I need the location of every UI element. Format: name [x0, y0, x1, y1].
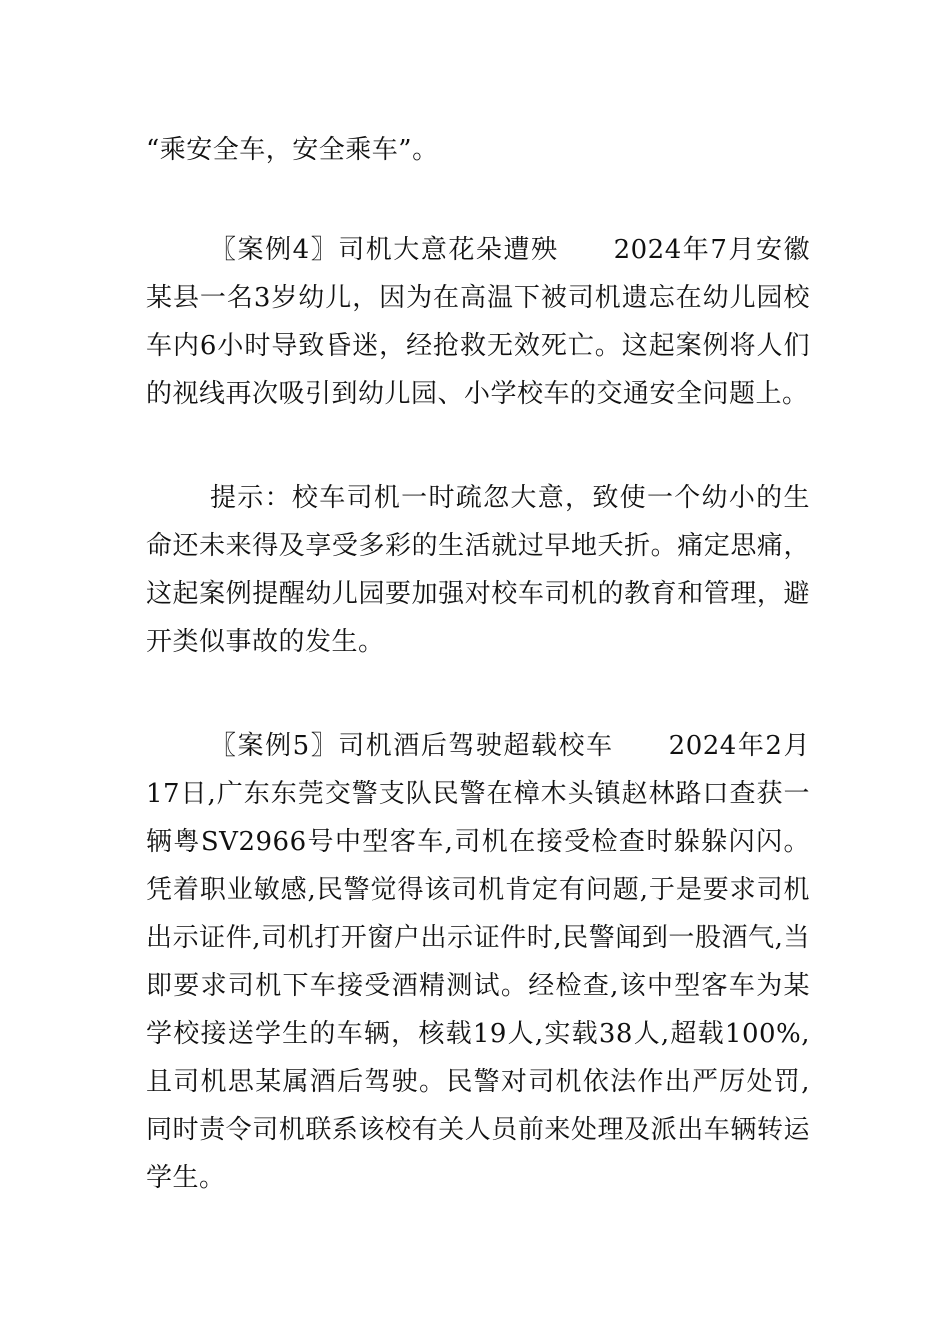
paragraph-case-5: 〖案例5〗司机酒后驾驶超载校车 2024年2月17日,广东东莞交警支队民警在樟木头镇赵林路口查获一辆粤SV2966号中型客车,司机在接受检查时躲躲闪闪。凭着职业敏感,民警觉得该司机肯定有问题,于是要求司机出示证件,司机打开窗户出示证件时,民警闻到一股酒气,当即要求司机下车接受酒精测试。经检查,该中型客车为某学校接送学生的车辆，核载19人,实载38人,超载100%,且司机思某属酒后驾驶。民警对司机依法作出严厉处罚,同时责令司机联系该校有关人员前来处理及派出车辆转运学生。: [146, 731, 810, 1193]
paragraph-case-4: 〖案例4〗司机大意花朵遭殃 2024年7月安徽某县一名3岁幼儿，因为在高温下被司机遗忘在幼儿园校车内6小时导致昏迷，经抢救无效死亡。这起案例将人们的视线再次吸引到幼儿园、小学校车的交通安全问题上。: [146, 235, 810, 409]
paragraph-slogan-ending: “乘安全车，安全乘车”。: [146, 135, 439, 165]
paragraph-tip: 提示：校车司机一时疏忽大意，致使一个幼小的生命还未来得及享受多彩的生活就过早地夭折。痛定思痛，这起案例提醒幼儿园要加强对校车司机的教育和管理，避开类似事故的发生。: [146, 483, 810, 657]
